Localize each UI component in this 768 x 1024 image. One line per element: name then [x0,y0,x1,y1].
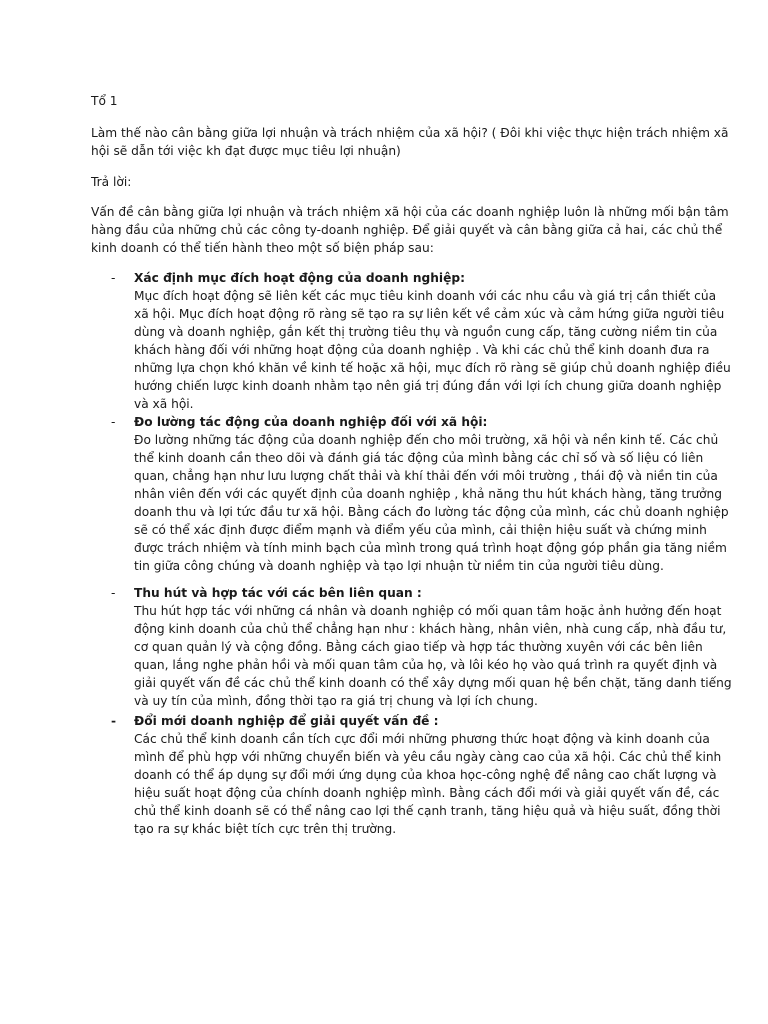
intro-line: hàng đầu của những chủ các công ty-doanh nghiệp. Để giải quyết và cân bằng giữa cả hai, các chủ thể [91,223,723,237]
group-title: Tổ 1 [91,94,118,108]
item-text-line: Đo lường những tác động của doanh nghiệp đến cho môi trường, xã hội và nền kinh tế. Các chủ [134,433,719,447]
item-text-line: Các chủ thể kinh doanh cần tích cực đổi mới những phương thức hoạt động và kinh doanh của [134,732,710,746]
item-text-line: dùng và doanh nghiệp, gắn kết thị trường tiêu thụ và nguồn cung cấp, tăng cường niềm tin của [134,325,718,339]
item-heading: Đổi mới doanh nghiệp để giải quyết vấn đề : [134,714,439,728]
list-bullet: - [111,271,116,285]
item-text-line: sẽ có thể xác định được điểm mạnh và điểm yếu của mình, cải thiện hiệu suất và chứng minh [134,523,707,537]
list-bullet: - [111,714,117,728]
item-heading: Đo lường tác động của doanh nghiệp đối với xã hội: [134,415,488,429]
item-text-line: tin giữa công chúng và doanh nghiệp và tạo lợi nhuận từ niềm tin của người tiêu dùng. [134,559,664,573]
item-text-line: doanh có thể áp dụng sự đổi mới ứng dụng của khoa học-công nghệ để nâng cao chất lượng và [134,768,717,782]
item-text-line: chủ thể kinh doanh sẽ có thể nâng cao lợi thế cạnh tranh, tăng hiệu quả và hiệu suất, đồng thời [134,804,721,818]
item-text-line: hướng chiến lược kinh doanh nhằm tạo nên giá trị đúng đắn với lợi ích chung giữa doanh nghiệp [134,379,722,393]
list-bullet: - [111,586,116,600]
item-text-line: mình để phù hợp với những chuyển biến và yêu cầu ngày càng cao của xã hội. Các chủ thể kinh [134,750,722,764]
question-line: hội sẽ dẫn tới việc kh đạt được mục tiêu lợi nhuận) [91,144,401,158]
item-heading: Thu hút và hợp tác với các bên liên quan : [134,586,422,600]
item-text-line: thể kinh doanh cần theo dõi và đánh giá tác động của mình bằng các chỉ số và số liệu có liên [134,451,704,465]
intro-line: kinh doanh có thể tiến hành theo một số biện pháp sau: [91,241,434,255]
item-text-line: động kinh doanh của chủ thể chẳng hạn như : khách hàng, nhân viên, nhà cung cấp, nhà đầu tư, [134,622,727,636]
item-text-line: giải quyết vấn đề các chủ thể kinh doanh có thể xây dựng mối quan hệ bền chặt, tăng danh tiếng [134,676,732,690]
list-bullet: - [111,415,116,429]
item-text-line: doanh thu và lợi tức đầu tư xã hội. Bằng cách đo lường tác động của mình, các chủ doanh nghiệp [134,505,729,519]
item-text-line: cơ quan quản lý và cộng đồng. Bằng cách giao tiếp và hợp tác thường xuyên với các bên liên [134,640,703,654]
answer-label: Trả lời: [91,175,132,189]
item-text-line: nhân viên đến với các quyết định của doanh nghiệp , khả năng thu hút khách hàng, tăng trưởng [134,487,722,501]
item-heading: Xác định mục đích hoạt động của doanh nghiệp: [134,271,465,285]
item-text-line: được trách nhiệm và tính minh bạch của mình trong quá trình hoạt động góp phần gia tăng niềm [134,541,727,555]
intro-line: Vấn đề cân bằng giữa lợi nhuận và trách nhiệm xã hội của các doanh nghiệp luôn là những mối bận tâm [91,205,729,219]
item-text-line: hiệu suất hoạt động của chính doanh nghiệp mình. Bằng cách đổi mới và giải quyết vấn đề, các [134,786,720,800]
item-text-line: quan, lắng nghe phản hồi và mối quan tâm của họ, và lôi kéo họ vào quá trình ra quyết định và [134,658,718,672]
question-line: Làm thế nào cân bằng giữa lợi nhuận và trách nhiệm của xã hội? ( Đôi khi việc thực hiện trách nhiệm xã [91,126,729,140]
item-text-line: khách hàng đối với những hoạt động của doanh nghiệp . Và khi các chủ thể kinh doanh đưa ra [134,343,710,357]
item-text-line: xã hội. Mục đích hoạt động rõ ràng sẽ tạo ra sự liên kết về cảm xúc và cảm hứng giữa người tiêu [134,307,725,321]
item-text-line: tạo ra sự khác biệt tích cực trên thị trường. [134,822,397,836]
item-text-line: và uy tín của mình, đồng thời tạo ra giá trị chung và lợi ích chung. [134,694,538,708]
item-text-line: Thu hút hợp tác với những cá nhân và doanh nghiệp có mối quan tâm hoặc ảnh hưởng đến hoạt [134,604,722,618]
item-text-line: Mục đích hoạt động sẽ liên kết các mục tiêu kinh doanh với các nhu cầu và giá trị cần thiết của [134,289,717,303]
item-text-line: những lựa chọn khó khăn về kinh tế hoặc xã hội, mục đích rõ ràng sẽ giúp chủ doanh nghiệp điều [134,361,731,375]
item-text-line: và xã hội. [134,397,194,411]
item-text-line: quan, chẳng hạn như lưu lượng chất thải và khí thải đến với môi trường , thái độ và niền tin của [134,469,718,483]
